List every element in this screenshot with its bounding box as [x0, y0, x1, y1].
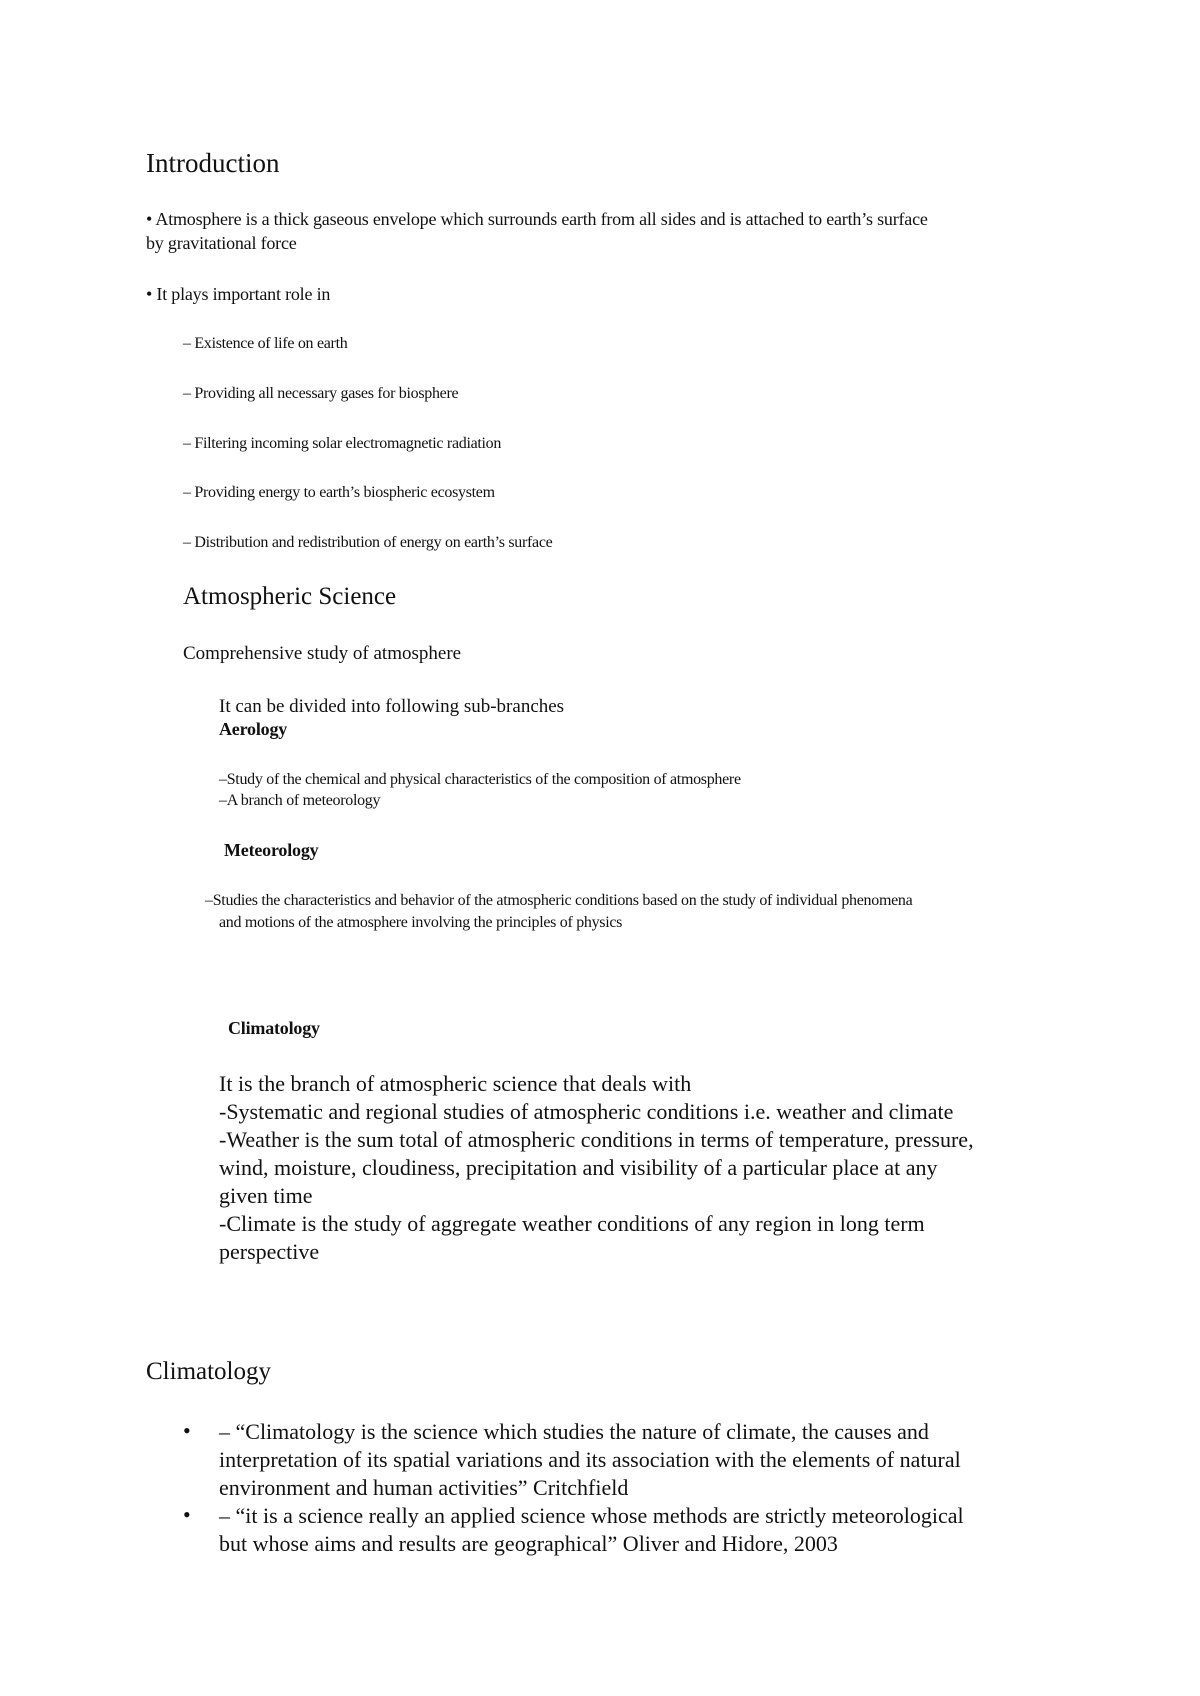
- intro-bullet-1-line-2: by gravitational force: [146, 233, 297, 253]
- heading-climatology: Climatology: [146, 1358, 271, 1385]
- intro-bullet-2: • It plays important role in: [146, 284, 331, 304]
- role-item: – Providing energy to earth’s biospheric ecosystem: [183, 484, 495, 501]
- quote-line: – “Climatology is the science which studies the nature of climate, the causes and: [219, 1419, 929, 1444]
- climatology-line: -Systematic and regional studies of atmospheric conditions i.e. weather and climate: [219, 1099, 954, 1124]
- quote-line: – “it is a science really an applied science whose methods are strictly meteorological: [219, 1503, 964, 1528]
- sub-branches-intro: It can be divided into following sub-branches: [219, 696, 565, 717]
- science-definition: Comprehensive study of atmosphere: [183, 643, 462, 664]
- role-item: – Distribution and redistribution of energy on earth’s surface: [183, 534, 553, 551]
- climatology-line: -Weather is the sum total of atmospheric conditions in terms of temperature, pressure,: [219, 1127, 974, 1152]
- quote-line: interpretation of its spatial variations and its association with the elements of natural: [219, 1447, 961, 1472]
- heading-atmospheric-science: Atmospheric Science: [183, 583, 397, 610]
- meteorology-line-2: and motions of the atmosphere involving the principles of physics: [219, 914, 623, 931]
- aerology-line-2: –A branch of meteorology: [219, 792, 381, 809]
- climatology-line: wind, moisture, cloudiness, precipitation and visibility of a particular place at any: [219, 1155, 938, 1180]
- heading-introduction: Introduction: [146, 148, 280, 178]
- climatology-subtitle: Climatology: [228, 1018, 320, 1038]
- climatology-line: perspective: [219, 1239, 320, 1264]
- quote-line: but whose aims and results are geographical” Oliver and Hidore, 2003: [219, 1531, 838, 1556]
- aerology-title: Aerology: [219, 719, 288, 739]
- role-item: – Existence of life on earth: [183, 335, 348, 352]
- climatology-line: -Climate is the study of aggregate weather conditions of any region in long term: [219, 1211, 925, 1236]
- intro-bullet-1-line-1: • Atmosphere is a thick gaseous envelope which surrounds earth from all sides and is attached to earth’s surface: [146, 209, 928, 229]
- bullet-icon: •: [183, 1418, 191, 1443]
- role-item: – Providing all necessary gases for biosphere: [183, 385, 459, 402]
- climatology-line: It is the branch of atmospheric science that deals with: [219, 1071, 692, 1096]
- meteorology-title: Meteorology: [224, 840, 319, 860]
- role-item: – Filtering incoming solar electromagnetic radiation: [183, 435, 502, 452]
- climatology-line: given time: [219, 1183, 313, 1208]
- quote-line: environment and human activities” Critchfield: [219, 1475, 629, 1500]
- aerology-line-1: –Study of the chemical and physical characteristics of the composition of atmosphere: [219, 771, 741, 788]
- meteorology-line-1: –Studies the characteristics and behavior of the atmospheric conditions based on the study of individual phenomena: [205, 892, 913, 909]
- bullet-icon: •: [183, 1502, 191, 1527]
